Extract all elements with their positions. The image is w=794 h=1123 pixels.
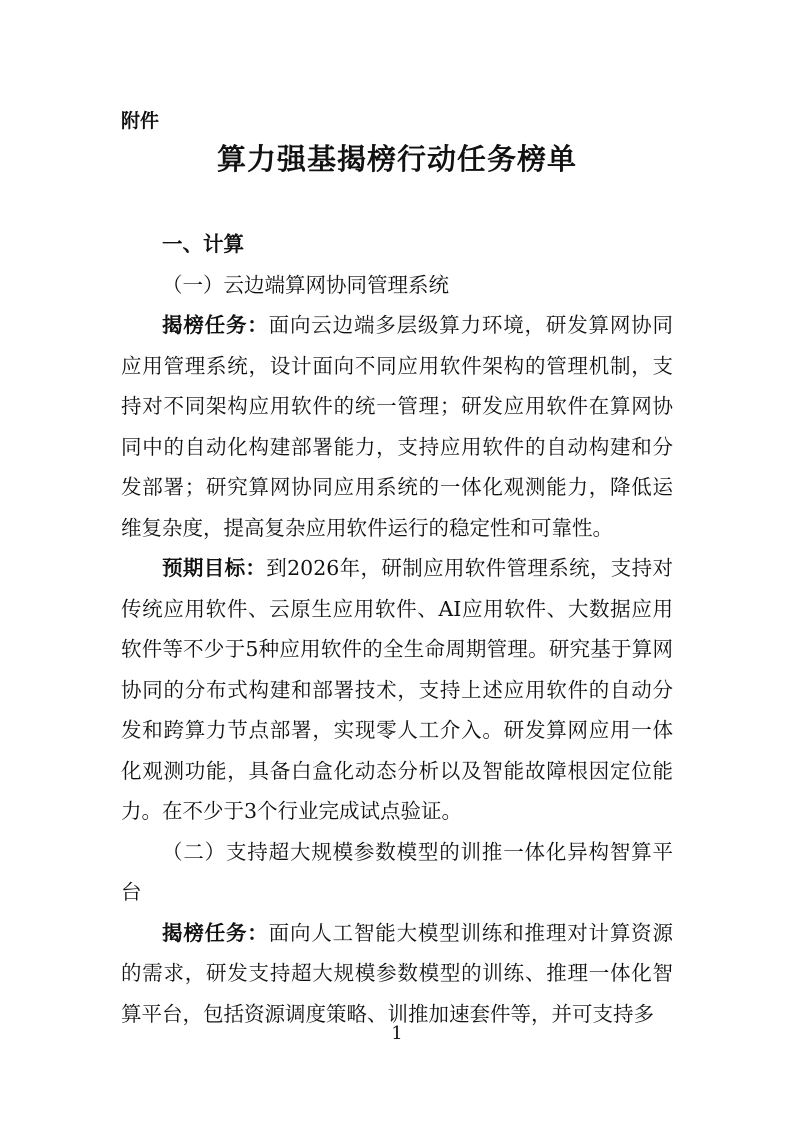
task-paragraph-1 xyxy=(121,305,673,548)
task-text: 面向云边端多层级算力环境，研发算网协同应用管理系统，设计面向不同应用软件架构的管理机制，支持对不同架构应用软件的统一管理；研发应用软件在算网协同中的自动化构建部署能力，支持应用软件的自动构建和分发部署；研究算网协同应用系统的一体化观测能力，降低运维复杂度，提高复杂应用软件运行的稳定性和可靠性。 xyxy=(121,313,674,540)
task-text: 面向人工智能大模型训练和推理对计算资源的需求，研发支持超大规模参数模型的训练、推理一体化智算平台，包括资源调度策略、训推加速套件等，并可支持多 xyxy=(121,920,674,1026)
document-body xyxy=(121,224,673,1034)
task-lead-label: 揭榜任务： xyxy=(162,313,269,337)
task-lead-label: 揭榜任务： xyxy=(162,920,269,945)
goal-lead-label: 预期目标： xyxy=(162,556,267,580)
page-title: 算力强基揭榜行动任务榜单 xyxy=(216,142,577,176)
subsection-heading-1: （一）云边端算网协同管理系统 xyxy=(162,272,449,297)
goal-paragraph-1 xyxy=(121,548,673,832)
goal-text: 到2026年，研制应用软件管理系统，支持对传统应用软件、云原生应用软件、AI应用软件、大数据应用软件等不少于5种应用软件的全生命周期管理。研究基于算网协同的分布式构建和部署技术，支持上述应用软件的自动分发和跨算力节点部署，实现零人工介入。研发算网应用一体化观测功能，具备白盒化动态分析以及智能故障根因定位能力。在不少于3个行业完成试点验证。 xyxy=(121,556,674,823)
subsection-heading-2: （二）支持超大规模参数模型的训推一体化异构智算平台 xyxy=(121,839,673,904)
page-number: 1 xyxy=(391,1023,403,1044)
attachment-label: 附件 xyxy=(121,110,160,132)
task-paragraph-2 xyxy=(121,913,673,1035)
section-heading-computing: 一、计算 xyxy=(162,232,244,256)
